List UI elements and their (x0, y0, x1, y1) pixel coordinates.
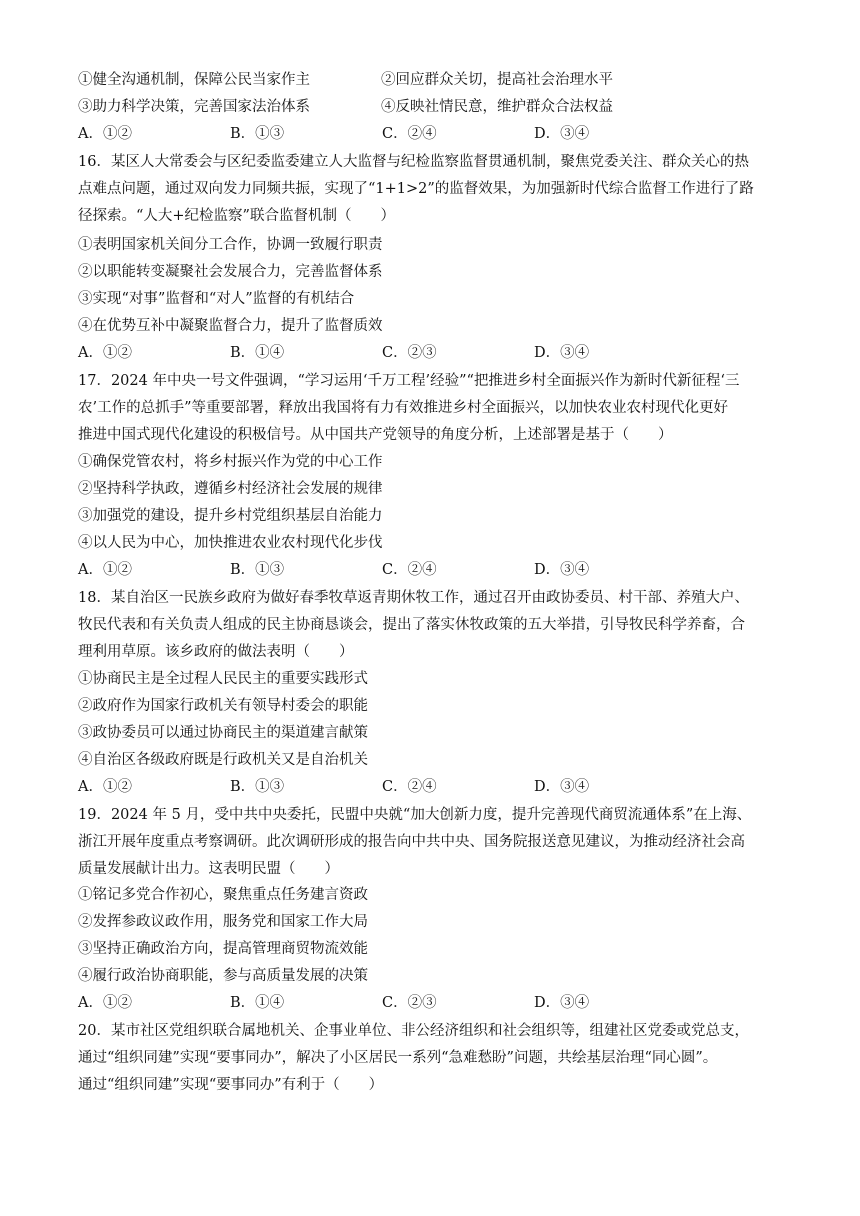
q18-option-d: D．③④ (534, 779, 590, 795)
q17-stem (78, 368, 784, 449)
q18-item-1: ①协商民主是全过程人民民主的重要实践形式 (78, 671, 368, 687)
q17-item-2: ②坚持科学执政，遵循乡村经济社会发展的规律 (78, 481, 383, 497)
q15-options (78, 122, 778, 142)
q19-stem-line-3: 质量发展献计出力。这表明民盟（ ） (78, 861, 339, 877)
q18-option-a: A．①② (78, 779, 132, 795)
q19-item-4: ④履行政治协商职能，参与高质量发展的决策 (78, 968, 368, 984)
q15-item-2: ②回应群众关切，提高社会治理水平 (381, 72, 613, 88)
q19-options (78, 991, 778, 1011)
q16-item-4: ④在优势互补中凝聚监督合力，提升了监督质效 (78, 318, 383, 334)
q16-stem-line-3: 径探索。“人大+纪检监察”联合监督机制（ ） (78, 208, 395, 224)
q20-stem (78, 1018, 784, 1099)
q19-option-a: A．①② (78, 995, 132, 1011)
q17-stem-line-2: 农’工作的总抓手”等重要部署，释放出我国将有力有效推进乡村全面振兴，以加快农业农村现代化更好 (78, 400, 729, 416)
q19-item-3: ③坚持正确政治方向，提高管理商贸物流效能 (78, 941, 368, 957)
q16-option-b: B．①④ (230, 345, 285, 361)
q17-item-3: ③加强党的建设，提升乡村党组织基层自治能力 (78, 508, 383, 524)
q18-stem-line-1: 18．某自治区一民族乡政府为做好春季牧草返青期休牧工作，通过召开由政协委员、村干部、养殖大户、 (78, 590, 749, 606)
q16-stem (78, 149, 784, 230)
q18-stem-line-2: 牧民代表和有关负责人组成的民主协商恳谈会，提出了落实休牧政策的五大举措，引导牧民科学养畜，合 (78, 617, 745, 633)
q19-stem (78, 802, 784, 883)
q17-option-c: C．②④ (382, 562, 437, 578)
q17-options (78, 558, 778, 578)
q15-option-b: B．①③ (230, 126, 285, 142)
q16-stem-line-2: 点难点问题，通过双向发力同频共振，实现了“1+1>2”的监督效果，为加强新时代综合监督工作进行了路 (78, 181, 754, 197)
q18-option-c: C．②④ (382, 779, 437, 795)
q16-item-2: ②以职能转变凝聚社会发展合力，完善监督体系 (78, 264, 383, 280)
q18-stem (78, 585, 784, 666)
q16-option-c: C．②③ (382, 345, 437, 361)
q15-option-d: D．③④ (534, 126, 590, 142)
q18-item-4: ④自治区各级政府既是行政机关又是自治机关 (78, 752, 368, 768)
q15-items-row-1 (78, 68, 778, 88)
q15-item-4: ④反映社情民意，维护群众合法权益 (381, 99, 613, 115)
q16-option-a: A．①② (78, 345, 132, 361)
q18-item-2: ②政府作为国家行政机关有领导村委会的职能 (78, 698, 368, 714)
q16-item-3: ③实现“对事”监督和“对人”监督的有机结合 (78, 291, 355, 307)
q19-item-1: ①铭记多党合作初心，聚焦重点任务建言资政 (78, 887, 368, 903)
q17-option-d: D．③④ (534, 562, 590, 578)
q18-options (78, 775, 778, 795)
q20-stem-line-2: 通过“组织同建”实现“要事同办”，解决了小区居民一系列“急难愁盼”问题，共绘基层治理“同心圆”。 (78, 1050, 718, 1066)
q19-item-2: ②发挥参政议政作用，服务党和国家工作大局 (78, 914, 368, 930)
q16-item-1: ①表明国家机关间分工合作，协调一致履行职责 (78, 237, 383, 253)
q15-items-row-2 (78, 95, 778, 115)
q15-item-1: ①健全沟通机制，保障公民当家作主 (78, 72, 310, 88)
q17-item-4: ④以人民为中心，加快推进农业农村现代化步伐 (78, 535, 383, 551)
q18-stem-line-3: 理利用草原。该乡政府的做法表明（ ） (78, 644, 354, 660)
q18-option-b: B．①③ (230, 779, 285, 795)
q19-option-c: C．②③ (382, 995, 437, 1011)
q17-stem-line-1: 17．2024 年中央一号文件强调，“学习运用‘千万工程’经验”“把推进乡村全面振兴作为新时代新征程‘三 (78, 373, 740, 389)
q15-item-3: ③助力科学决策，完善国家法治体系 (78, 99, 310, 115)
q17-option-b: B．①③ (230, 562, 285, 578)
q17-option-a: A．①② (78, 562, 132, 578)
q18-item-3: ③政协委员可以通过协商民主的渠道建言献策 (78, 725, 368, 741)
q15-option-a: A．①② (78, 126, 132, 142)
q16-option-d: D．③④ (534, 345, 590, 361)
q17-item-1: ①确保党管农村，将乡村振兴作为党的中心工作 (78, 454, 383, 470)
q17-stem-line-3: 推进中国式现代化建设的积极信号。从中国共产党领导的角度分析，上述部署是基于（ ） (78, 427, 673, 443)
q19-stem-line-1: 19．2024 年 5 月，受中共中央委托，民盟中央就“加大创新力度，提升完善现代商贸流通体系”在上海、 (78, 807, 752, 823)
q19-option-d: D．③④ (534, 995, 590, 1011)
q19-option-b: B．①④ (230, 995, 285, 1011)
q20-stem-line-3: 通过“组织同建”实现“要事同办”有利于（ ） (78, 1077, 384, 1093)
q20-stem-line-1: 20．某市社区党组织联合属地机关、企事业单位、非公经济组织和社会组织等，组建社区党委或党总支， (78, 1023, 749, 1039)
q16-stem-line-1: 16．某区人大常委会与区纪委监委建立人大监督与纪检监察监督贯通机制，聚焦党委关注、群众关心的热 (78, 154, 749, 170)
q19-stem-line-2: 浙江开展年度重点考察调研。此次调研形成的报告向中共中央、国务院报送意见建议，为推动经济社会高 (78, 834, 745, 850)
q15-option-c: C．②④ (382, 126, 437, 142)
q16-options (78, 341, 778, 361)
